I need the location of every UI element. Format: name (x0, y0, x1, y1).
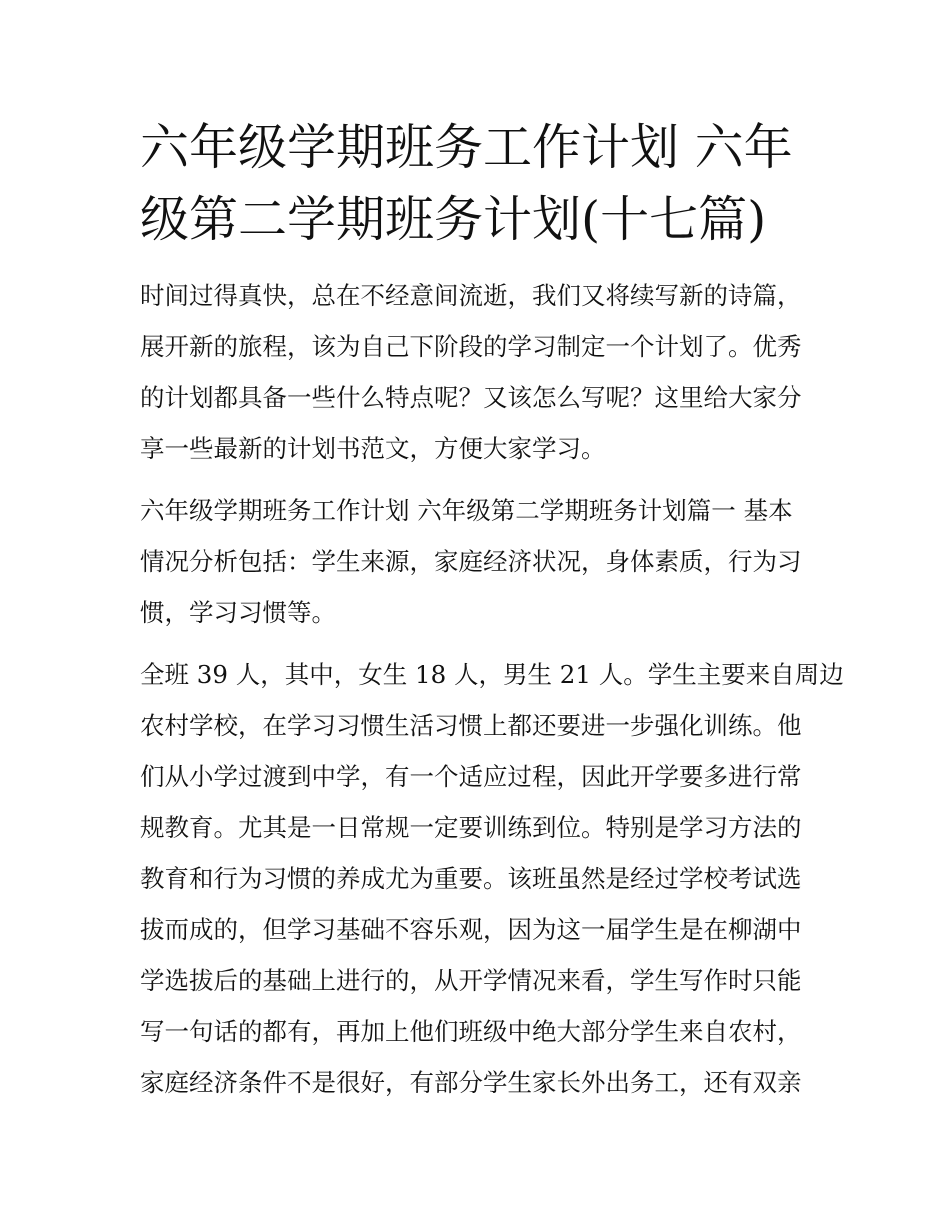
text-line: 拔而成的，但学习基础不容乐观，因为这一届学生是在柳湖中 (140, 915, 802, 944)
document-body (140, 270, 844, 1108)
text-line: 农村学校，在学习习惯生活习惯上都还要进一步强化训练。他 (140, 711, 802, 740)
text-line: 教育和行为习惯的养成尤为重要。该班虽然是经过学校考试选 (140, 864, 802, 893)
paragraph-class-situation (140, 649, 844, 1108)
text-line: 写一句话的都有，再加上他们班级中绝大部分学生来自农村， (140, 1017, 802, 1046)
title-line: 级第二学期班务计划(十七篇) (140, 191, 767, 248)
paragraph-section-one (140, 485, 812, 638)
text-line: 家庭经济条件不是很好，有部分学生家长外出务工，还有双亲 (140, 1068, 802, 1097)
text-line: 学选拔后的基础上进行的，从开学情况来看，学生写作时只能 (140, 966, 802, 995)
text-line: 们从小学过渡到中学，有一个适应过程，因此开学要多进行常 (140, 762, 802, 791)
text-line: 时间过得真快，总在不经意间流逝，我们又将续写新的诗篇， (140, 281, 802, 310)
text-line: 规教育。尤其是一日常规一定要训练到位。特别是学习方法的 (140, 813, 802, 842)
text-line: 情况分析包括：学生来源，家庭经济状况，身体素质，行为习 (140, 547, 802, 576)
title-line: 六年级学期班务工作计划 六年 (140, 119, 793, 176)
text-line: 惯，学习习惯等。 (140, 598, 336, 627)
text-line: 享一些最新的计划书范文，方便大家学习。 (140, 434, 606, 463)
text-line: 六年级学期班务工作计划 六年级第二学期班务计划篇一 基本 (140, 496, 793, 525)
paragraph-intro (140, 270, 812, 474)
text-line: 全班 39 人，其中，女生 18 人，男生 21 人。学生主要来自周边 (140, 660, 844, 689)
text-line: 展开新的旅程，该为自己下阶段的学习制定一个计划了。优秀 (140, 332, 802, 361)
text-line: 的计划都具备一些什么特点呢？又该怎么写呢？这里给大家分 (140, 383, 802, 412)
document-page (140, 112, 844, 1119)
document-title (140, 112, 812, 256)
